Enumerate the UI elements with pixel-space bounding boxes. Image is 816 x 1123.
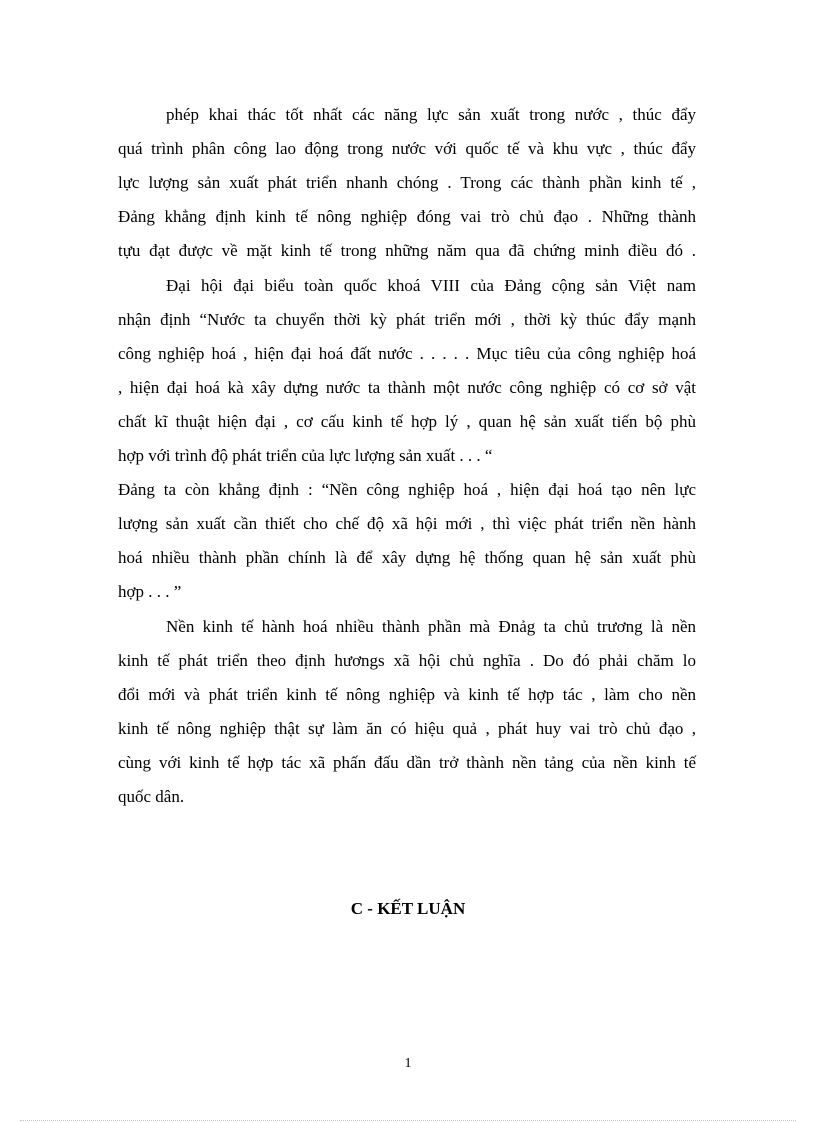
body-text-line: nhận định “Nước ta chuyển thời kỳ phát triển mới , thời kỳ thúc đẩy mạnh [118,310,696,329]
body-text-line: Đại hội đại biểu toàn quốc khoá VIII của Đảng cộng sản Việt nam [166,276,696,295]
body-text-line: Nền kinh tế hành hoá nhiều thành phần mà Đnảg ta chủ trương là nền [166,617,696,636]
body-text-line: kinh tế nông nghiệp thật sự làm ăn có hiệu quả , phát huy vai trò chủ đạo , [118,719,696,738]
body-text-line: công nghiệp hoá , hiện đại hoá đất nước . . . . . Mục tiêu của công nghiệp hoá [118,344,696,363]
body-text-line: tựu đạt được về mặt kinh tế trong những năm qua đã chứng minh điều đó . [118,241,696,260]
body-text-line: hợp với trình độ phát triển của lực lượng sản xuất . . . “ [118,446,493,465]
body-text-line: chất kĩ thuật hiện đại , cơ cấu kinh tế hợp lý , quan hệ sản xuất tiến bộ phù [118,412,696,431]
body-text-line: đổi mới và phát triển kinh tế nông nghiệp và kinh tế hợp tác , làm cho nền [118,685,696,704]
body-text-line: lực lượng sản xuất phát triển nhanh chóng . Trong các thành phần kinh tế , [118,173,696,192]
body-text-line: quá trình phân công lao động trong nước với quốc tế và khu vực , thúc đẩy [118,139,696,158]
body-text-line: hợp . . . ” [118,582,182,601]
page-number: 1 [404,1056,412,1071]
body-text-line: hoá nhiều thành phần chính là để xây dựng hệ thống quan hệ sản xuất phù [118,548,696,567]
body-text-line: kinh tế phát triển theo định hươngs xã hội chủ nghĩa . Do đó phải chăm lo [118,651,696,670]
body-text-line: quốc dân. [118,787,185,806]
body-text-line: , hiện đại hoá kà xây dựng nước ta thành một nước công nghiệp có cơ sở vật [118,378,696,397]
body-text-line: phép khai thác tốt nhất các năng lực sản xuất trong nước , thúc đẩy [166,105,696,124]
section-heading: C - KẾT LUẬN [350,899,466,919]
body-text-line: cùng với kinh tế hợp tác xã phấn đấu dần trở thành nền tảng của nền kinh tế [118,753,696,772]
body-text-line: Đảng khẳng định kinh tế nông nghiệp đóng vai trò chủ đạo . Những thành [118,207,696,226]
body-text-line: Đảng ta còn khẳng định : “Nền công nghiệp hoá , hiện đại hoá tạo nên lực [118,480,696,499]
body-text-line: lượng sản xuất cần thiết cho chế độ xã hội mới , thì việc phát triển nền hành [118,514,696,533]
page-bottom-divider [20,1120,796,1121]
